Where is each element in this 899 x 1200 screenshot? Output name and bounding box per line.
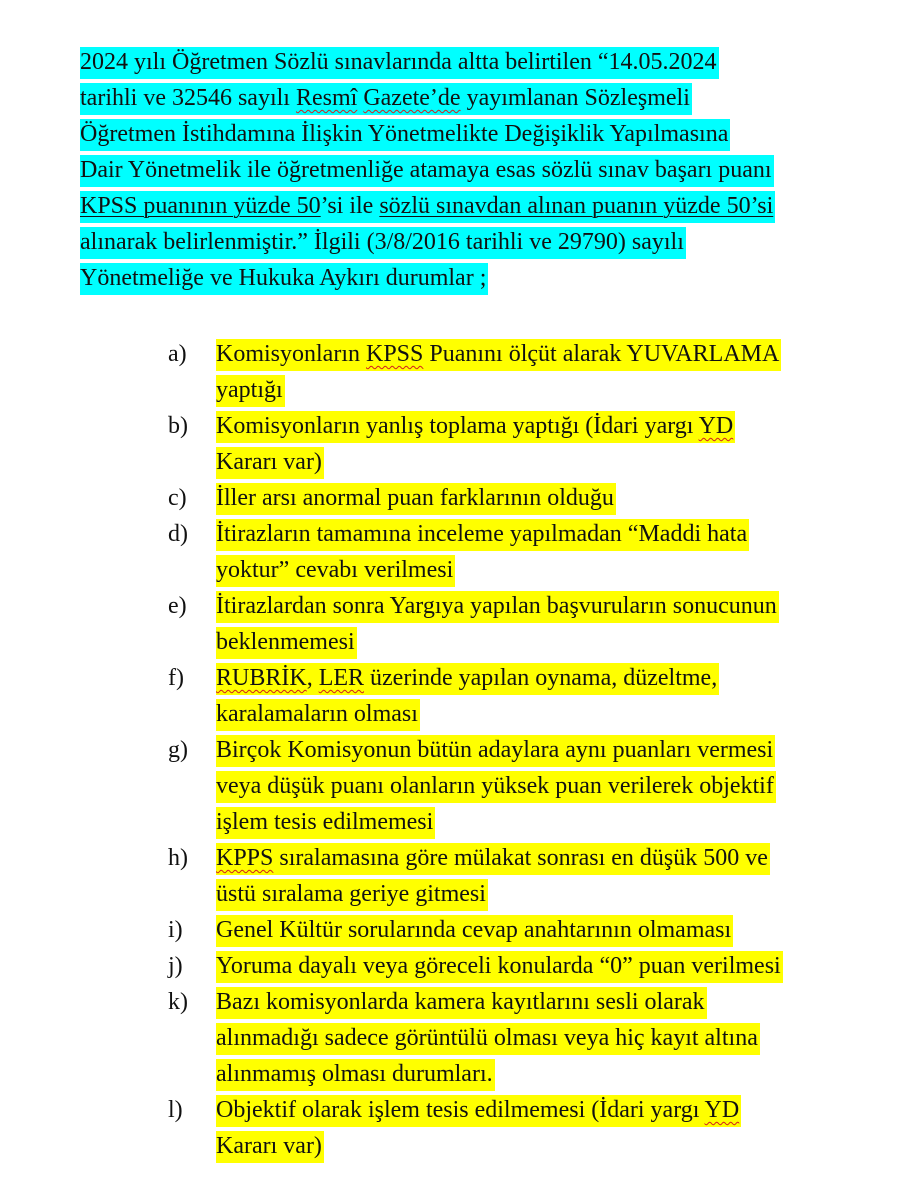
- intro-line: [80, 116, 880, 152]
- item-text: İtirazlardan sonra Yargıya yapılan başvuruların sonucunun: [216, 593, 777, 619]
- spellcheck-word: YD: [698, 413, 734, 439]
- intro-paragraph: [80, 44, 880, 296]
- spellcheck-word: RUBRİK: [216, 665, 307, 691]
- list-item: [168, 480, 888, 516]
- item-text: Birçok Komisyonun bütün adaylara aynı puanları vermesi: [216, 737, 774, 763]
- list-item: [168, 984, 888, 1092]
- list-marker: k): [168, 989, 188, 1015]
- item-text: veya düşük puanı olanların yüksek puan verilerek objektif: [216, 773, 774, 799]
- list-marker: b): [168, 413, 188, 439]
- list-marker: j): [168, 953, 183, 979]
- item-text: yaptığı: [216, 377, 283, 403]
- list-item: [168, 336, 888, 408]
- item-text: ,: [306, 665, 319, 691]
- item-text: Kararı var): [216, 1133, 322, 1159]
- item-text: yoktur” cevabı verilmesi: [216, 557, 454, 583]
- spellcheck-word: Resmî: [295, 85, 358, 111]
- list-marker: l): [168, 1097, 183, 1123]
- item-text: Komisyonların yanlış toplama yaptığı (İdari yargı: [216, 413, 699, 439]
- intro-text: alınarak belirlenmiştir.” İlgili (3/8/2016 tarihli ve 29790) sayılı: [80, 229, 684, 255]
- intro-text: Yönetmeliğe ve Hukuka Aykırı durumlar ;: [80, 265, 487, 291]
- list-marker: f): [168, 665, 184, 691]
- list-marker: h): [168, 845, 188, 871]
- underlined-text: KPSS puanının yüzde 50: [80, 193, 321, 219]
- item-text: işlem tesis edilmemesi: [216, 809, 434, 835]
- intro-line: [80, 152, 880, 188]
- intro-line: [80, 44, 880, 80]
- violations-list: [168, 336, 888, 1164]
- spellcheck-word: LER: [318, 665, 365, 691]
- spellcheck-word: KPSS: [366, 341, 424, 367]
- list-item: [168, 588, 888, 660]
- list-marker: a): [168, 341, 187, 367]
- intro-text: 2024 yılı Öğretmen Sözlü sınavlarında altta belirtilen “14.05.2024: [80, 49, 717, 75]
- list-item: [168, 660, 888, 732]
- item-text: Puanını ölçüt alarak YUVARLAMA: [423, 341, 780, 367]
- list-item: [168, 516, 888, 588]
- intro-text: ’si ile: [320, 193, 380, 219]
- item-text: Yoruma dayalı veya göreceli konularda “0” puan verilmesi: [216, 953, 781, 979]
- intro-text: yayımlanan Sözleşmeli: [460, 85, 690, 111]
- list-marker: d): [168, 521, 188, 547]
- list-marker: i): [168, 917, 183, 943]
- item-text: sıralamasına göre mülakat sonrası en düşük 500 ve: [273, 845, 768, 871]
- list-marker: c): [168, 485, 187, 511]
- item-text: üzerinde yapılan oynama, düzeltme,: [364, 665, 718, 691]
- list-item: [168, 912, 888, 948]
- item-text: Objektif olarak işlem tesis edilmemesi (İdari yargı: [216, 1097, 705, 1123]
- list-marker: g): [168, 737, 188, 763]
- item-text: Komisyonların: [216, 341, 366, 367]
- item-text: Bazı komisyonlarda kamera kayıtlarını sesli olarak: [216, 989, 705, 1015]
- list-marker: e): [168, 593, 187, 619]
- underlined-text: sözlü sınavdan alınan puanın yüzde 50’si: [379, 193, 774, 219]
- intro-text: Dair Yönetmelik ile öğretmenliğe atamaya esas sözlü sınav başarı puanı: [80, 157, 772, 183]
- item-text: Genel Kültür sorularında cevap anahtarının olmaması: [216, 917, 732, 943]
- intro-line: [80, 224, 880, 260]
- intro-line: [80, 80, 880, 116]
- spellcheck-word: YD: [704, 1097, 740, 1123]
- list-item: [168, 732, 888, 840]
- intro-line: [80, 260, 880, 296]
- item-text: alınmadığı sadece görüntülü olması veya hiç kayıt altına: [216, 1025, 758, 1051]
- list-item: [168, 840, 888, 912]
- spellcheck-word: KPPS: [216, 845, 274, 871]
- item-text: beklenmemesi: [216, 629, 355, 655]
- spellcheck-word: Gazete’de: [363, 85, 461, 111]
- list-item: [168, 1092, 888, 1164]
- item-text: İtirazların tamamına inceleme yapılmadan “Maddi hata: [216, 521, 748, 547]
- intro-text: tarihli ve 32546 sayılı: [80, 85, 296, 111]
- item-text: üstü sıralama geriye gitmesi: [216, 881, 486, 907]
- item-text: karalamaların olması: [216, 701, 418, 727]
- item-text: alınmamış olması durumları.: [216, 1061, 493, 1087]
- item-text: Kararı var): [216, 449, 322, 475]
- list-item: [168, 948, 888, 984]
- item-text: İller arsı anormal puan farklarının olduğu: [216, 485, 614, 511]
- intro-text: Öğretmen İstihdamına İlişkin Yönetmelikte Değişiklik Yapılmasına: [80, 121, 729, 147]
- intro-line: [80, 188, 880, 224]
- list-item: [168, 408, 888, 480]
